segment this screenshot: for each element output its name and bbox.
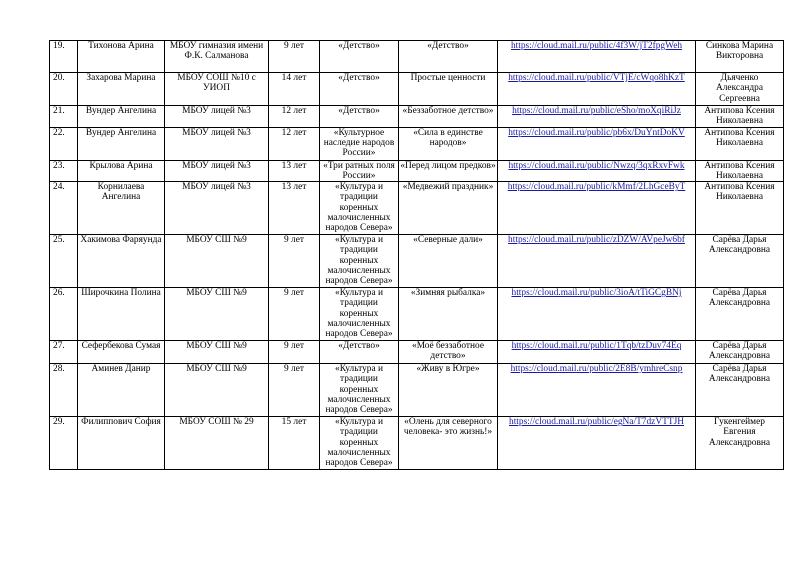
school-name-cell: МБОУ лицей №3	[165, 127, 269, 160]
participant-age-cell: 15 лет	[269, 417, 320, 470]
participant-name-cell: Хакимова Фаряунда	[78, 235, 165, 288]
nomination-cell: «Три ратных поля России»	[320, 160, 399, 182]
table-row	[50, 417, 784, 470]
table-row	[50, 182, 784, 235]
participant-age-cell: 9 лет	[269, 364, 320, 417]
participant-name-cell: Тихонова Арина	[78, 41, 165, 73]
work-link[interactable]: https://cloud.mail.ru/public/1Tqb/tzDuv74Eq	[511, 341, 682, 352]
work-title-cell: «Медвежий праздник»	[399, 182, 498, 235]
school-name-cell: МБОУ СШ №9	[165, 235, 269, 288]
participant-age-cell: 9 лет	[269, 41, 320, 73]
nomination-cell: «Культура и традиции коренных малочисленных народов Севера»	[320, 417, 399, 470]
participant-name-cell: Филиппович София	[78, 417, 165, 470]
participant-name-cell: Захарова Марина	[78, 73, 165, 106]
teacher-name-cell: Синкова Марина Викторовна	[696, 41, 784, 73]
nomination-cell: «Культурное наследие народов России»	[320, 127, 399, 160]
table-row	[50, 106, 784, 128]
row-number-cell: 23.	[50, 160, 78, 182]
work-link[interactable]: https://cloud.mail.ru/public/pb6x/DuYntDoKV	[508, 127, 685, 138]
participant-age-cell: 14 лет	[269, 73, 320, 106]
row-number-cell: 19.	[50, 41, 78, 73]
work-link-cell	[498, 127, 696, 160]
row-number-cell: 26.	[50, 288, 78, 341]
row-number-cell: 24.	[50, 182, 78, 235]
participant-age-cell: 13 лет	[269, 182, 320, 235]
table-row	[50, 341, 784, 364]
teacher-name-cell: Сарёва Дарья Александровна	[696, 364, 784, 417]
work-link-cell	[498, 288, 696, 341]
work-title-cell: «Детство»	[399, 41, 498, 73]
nomination-cell: «Культура и традиции коренных малочисленных народов Севера»	[320, 364, 399, 417]
teacher-name-cell: Антипова Ксения Николаевна	[696, 127, 784, 160]
row-number-cell: 29.	[50, 417, 78, 470]
participant-age-cell: 12 лет	[269, 127, 320, 160]
work-link-cell	[498, 182, 696, 235]
nomination-cell: «Культура и традиции коренных малочисленных народов Севера»	[320, 288, 399, 341]
work-link[interactable]: https://cloud.mail.ru/public/kMmf/2LhGceByT	[507, 182, 686, 193]
participant-age-cell: 9 лет	[269, 288, 320, 341]
school-name-cell: МБОУ гимназия имени Ф.К. Салманова	[165, 41, 269, 73]
teacher-name-cell: Сарёва Дарья Александровна	[696, 341, 784, 364]
work-link-cell	[498, 106, 696, 128]
work-link-cell	[498, 364, 696, 417]
school-name-cell: МБОУ лицей №3	[165, 160, 269, 182]
table-row	[50, 73, 784, 106]
teacher-name-cell: Антипова Ксения Николаевна	[696, 160, 784, 182]
participant-name-cell: Аминев Данир	[78, 364, 165, 417]
work-link[interactable]: https://cloud.mail.ru/public/eSho/moXqiRiJz	[512, 106, 681, 116]
work-link-cell	[498, 160, 696, 182]
teacher-name-cell: Сарёва Дарья Александровна	[696, 235, 784, 288]
work-link[interactable]: https://cloud.mail.ru/public/zDZW/AVpeJw6bf	[508, 235, 685, 246]
work-link[interactable]: https://cloud.mail.ru/public/4f3W/jT2fpgWeh	[510, 41, 683, 51]
table-row	[50, 160, 784, 182]
row-number-cell: 21.	[50, 106, 78, 128]
school-name-cell: МБОУ СШ №9	[165, 341, 269, 364]
work-link-cell	[498, 235, 696, 288]
table-row	[50, 364, 784, 417]
participant-name-cell: Крылова Арина	[78, 160, 165, 182]
results-table	[49, 40, 784, 470]
table-row	[50, 127, 784, 160]
participant-age-cell: 9 лет	[269, 235, 320, 288]
work-title-cell: «Зимняя рыбалка»	[399, 288, 498, 341]
row-number-cell: 22.	[50, 127, 78, 160]
participant-name-cell: Сефербекова Сумая	[78, 341, 165, 364]
teacher-name-cell: Антипова Ксения Николаевна	[696, 182, 784, 235]
nomination-cell: «Детство»	[320, 341, 399, 364]
school-name-cell: МБОУ лицей №3	[165, 106, 269, 128]
participant-age-cell: 13 лет	[269, 160, 320, 182]
teacher-name-cell: Сарёва Дарья Александровна	[696, 288, 784, 341]
row-number-cell: 27.	[50, 341, 78, 364]
work-link[interactable]: https://cloud.mail.ru/public/2E8B/ymhreCsnp	[510, 364, 683, 375]
school-name-cell: МБОУ СОШ №10 с УИОП	[165, 73, 269, 106]
participant-name-cell: Вундер Ангелина	[78, 106, 165, 128]
nomination-cell: «Детство»	[320, 73, 399, 106]
participant-age-cell: 12 лет	[269, 106, 320, 128]
school-name-cell: МБОУ лицей №3	[165, 182, 269, 235]
work-link[interactable]: https://cloud.mail.ru/public/egNa/T7dzVTTJH	[509, 417, 684, 428]
work-title-cell: Простые ценности	[399, 73, 498, 106]
school-name-cell: МБОУ СШ №9	[165, 288, 269, 341]
participant-name-cell: Вундер Ангелина	[78, 127, 165, 160]
work-link-cell	[498, 341, 696, 364]
work-title-cell: «Северные дали»	[399, 235, 498, 288]
participant-name-cell: Корнилаева Ангелина	[78, 182, 165, 235]
nomination-cell: «Культура и традиции коренных малочисленных народов Севера»	[320, 235, 399, 288]
row-number-cell: 28.	[50, 364, 78, 417]
nomination-cell: «Культура и традиции коренных малочисленных народов Севера»	[320, 182, 399, 235]
row-number-cell: 25.	[50, 235, 78, 288]
work-title-cell: «Олень для северного человека- это жизнь!»	[399, 417, 498, 470]
participant-name-cell: Широчкина Полина	[78, 288, 165, 341]
work-title-cell: «Моё беззаботное детство»	[399, 341, 498, 364]
table-row	[50, 288, 784, 341]
work-link-cell	[498, 41, 696, 73]
teacher-name-cell: Дьяченко Александра Сергеевна	[696, 73, 784, 106]
school-name-cell: МБОУ СОШ № 29	[165, 417, 269, 470]
work-title-cell: «Перед лицом предков»	[399, 160, 498, 182]
table-row	[50, 41, 784, 73]
work-title-cell: «Сила в единстве народов»	[399, 127, 498, 160]
table-row	[50, 235, 784, 288]
teacher-name-cell: Антипова Ксения Николаевна	[696, 106, 784, 128]
work-title-cell: «Живу в Югре»	[399, 364, 498, 417]
teacher-name-cell: Гукенгеймер Евгения Александровна	[696, 417, 784, 470]
row-number-cell: 20.	[50, 73, 78, 106]
work-title-cell: «Беззаботное детство»	[399, 106, 498, 128]
work-link[interactable]: https://cloud.mail.ru/public/VTjE/cWqo8hKzT	[508, 73, 685, 83]
work-link-cell	[498, 417, 696, 470]
table-body	[50, 41, 784, 470]
participant-age-cell: 9 лет	[269, 341, 320, 364]
work-link-cell	[498, 73, 696, 106]
nomination-cell: «Детство»	[320, 106, 399, 128]
work-link[interactable]: https://cloud.mail.ru/public/3ioA/tTiGCgBNj	[511, 288, 682, 299]
school-name-cell: МБОУ СШ №9	[165, 364, 269, 417]
work-link[interactable]: https://cloud.mail.ru/public/Nwzq/3qxRxvFwk	[508, 160, 685, 171]
nomination-cell: «Детство»	[320, 41, 399, 73]
